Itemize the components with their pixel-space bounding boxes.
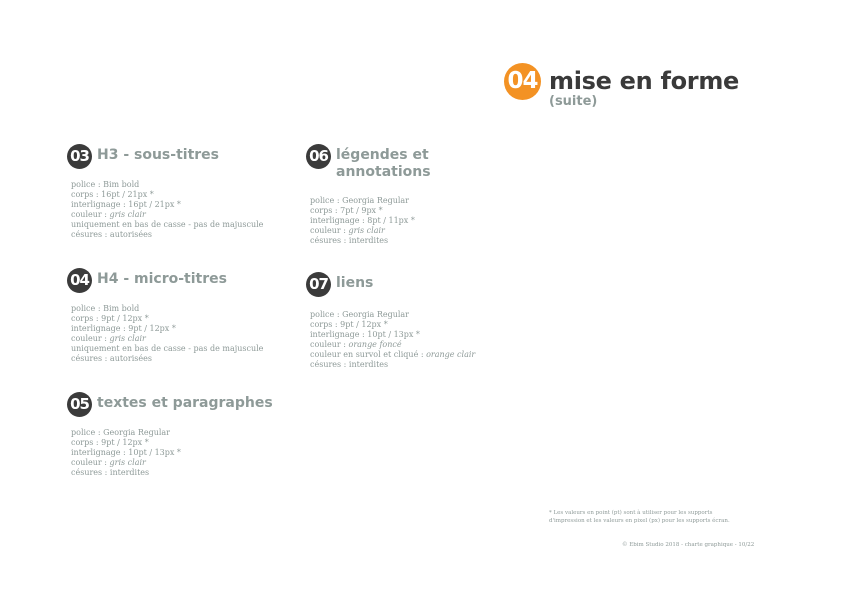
property-line: corps : 9pt / 12px * (71, 438, 149, 447)
property-line: couleur : gris clair (71, 334, 146, 343)
property-line: police : Bim bold (71, 304, 140, 313)
section-heading (336, 147, 431, 181)
property-line: césures : interdites (71, 468, 150, 477)
property-line: corps : 7pt / 9px * (310, 206, 383, 215)
property-line: police : Bim bold (71, 180, 140, 189)
section-heading-line: annotations (336, 164, 431, 180)
section-number-badge: 06 (306, 144, 331, 169)
property-line: couleur : gris clair (71, 458, 146, 467)
section-properties (310, 196, 415, 246)
property-line: couleur : gris clair (71, 210, 146, 219)
section-properties (71, 180, 263, 240)
chapter-number-badge: 04 (504, 63, 541, 100)
property-line: couleur en survol et cliqué : orange clair (310, 350, 476, 359)
section-heading: textes et paragraphes (97, 395, 273, 411)
page-subtitle: (suite) (549, 94, 598, 109)
section-number-badge: 04 (67, 268, 92, 293)
section-heading: H3 - sous-titres (97, 147, 219, 163)
property-line: interlignage : 16pt / 21px * (71, 200, 181, 209)
property-line: césures : interdites (310, 360, 389, 369)
property-line: césures : autorisées (71, 230, 152, 239)
page-title: mise en forme (549, 67, 740, 95)
page-footer: © Ebim Studio 2018 - charte graphique - 10/22 (622, 542, 755, 548)
section-number-badge: 03 (67, 144, 92, 169)
property-line: couleur : orange foncé (310, 340, 402, 349)
section-number-badge: 05 (67, 392, 92, 417)
property-line: uniquement en bas de casse - pas de majuscule (71, 220, 264, 229)
property-line: uniquement en bas de casse - pas de majuscule (71, 344, 264, 353)
property-line: police : Georgia Regular (310, 196, 410, 205)
property-line: corps : 9pt / 12px * (71, 314, 149, 323)
section-heading-line: légendes et (336, 147, 429, 163)
property-line: police : Georgia Regular (310, 310, 410, 319)
property-line: corps : 16pt / 21px * (71, 190, 154, 199)
section-properties (71, 428, 181, 478)
property-line: césures : interdites (310, 236, 389, 245)
section-heading: liens (336, 275, 374, 291)
property-line: interlignage : 8pt / 11px * (310, 216, 415, 225)
property-line: couleur : gris clair (310, 226, 385, 235)
property-line: interlignage : 10pt / 13px * (310, 330, 420, 339)
footnote-line: * Les valeurs en point (pt) sont à utiliser pour les supports (549, 510, 713, 516)
section-heading: H4 - micro-titres (97, 271, 227, 287)
property-line: corps : 9pt / 12px * (310, 320, 388, 329)
section-number-badge: 07 (306, 272, 331, 297)
units-footnote (549, 509, 730, 525)
property-line: police : Georgia Regular (71, 428, 171, 437)
property-line: interlignage : 10pt / 13px * (71, 448, 181, 457)
property-line: interlignage : 9pt / 12px * (71, 324, 176, 333)
property-line: césures : autorisées (71, 354, 152, 363)
section-properties (71, 304, 263, 364)
footnote-line: d'impression et les valeurs en pixel (px) pour les supports écran. (549, 518, 730, 524)
section-properties (310, 310, 475, 370)
